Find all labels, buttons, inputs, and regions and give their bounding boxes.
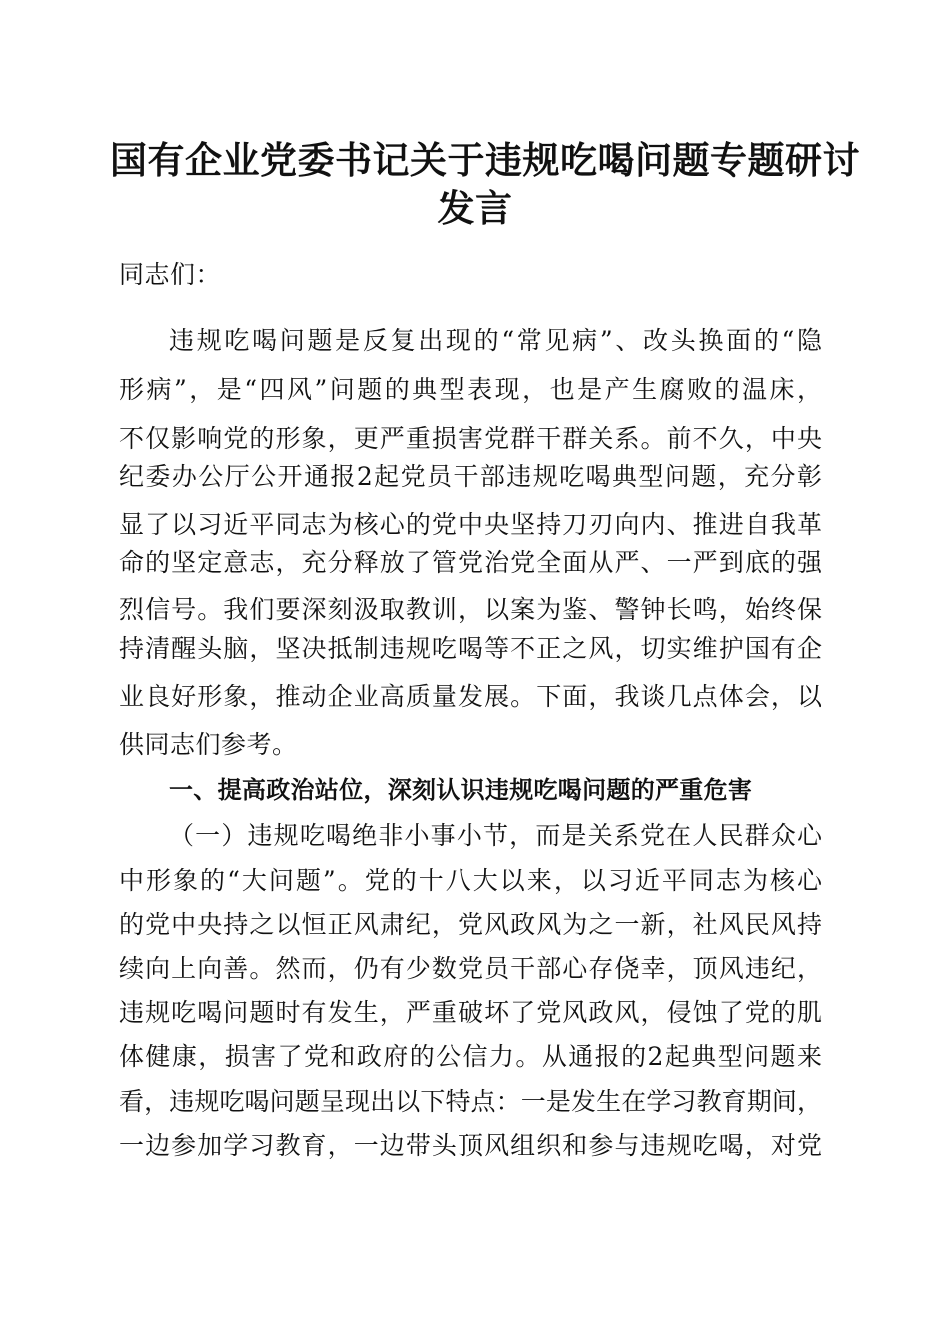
- paragraph-1-line: 违规吃喝问题是反复出现的“常见病”、改头换面的“隐: [169, 326, 822, 355]
- salutation: 同志们：: [119, 260, 222, 289]
- document-title-line-1: 国有企业党委书记关于违规吃喝问题专题研讨: [110, 138, 860, 182]
- document-title-line-2: 发言: [437, 186, 513, 230]
- paragraph-1-line: 业良好形象，推动企业高质量发展。下面，我谈几点体会，以: [119, 682, 822, 711]
- paragraph-2-line: 的党中央持之以恒正风肃纪，党风政风为之一新，社风民风持: [119, 910, 822, 939]
- paragraph-1-line: 持清醒头脑，坚决抵制违规吃喝等不正之风，切实维护国有企: [119, 634, 822, 663]
- paragraph-1-line: 显了以习近平同志为核心的党中央坚持刀刃向内、推进自我革: [119, 510, 822, 539]
- paragraph-2-line: 看，违规吃喝问题呈现出以下特点：一是发生在学习教育期间，: [119, 1087, 822, 1116]
- section-1-heading: 一、提高政治站位，深刻认识违规吃喝问题的严重危害: [169, 776, 753, 804]
- paragraph-1-line: 命的坚定意志，充分释放了管党治党全面从严、一严到底的强: [119, 548, 822, 577]
- paragraph-1-line: 形病”，是“四风”问题的典型表现，也是产生腐败的温床，: [119, 375, 822, 404]
- paragraph-2-line: 续向上向善。然而，仍有少数党员干部心存侥幸，顶风违纪，: [119, 954, 822, 983]
- paragraph-1-line: 不仅影响党的形象，更严重损害党群干群关系。前不久，中央: [119, 424, 822, 453]
- paragraph-1-line: 供同志们参考。: [119, 730, 298, 759]
- paragraph-2-line: 一边参加学习教育，一边带头顶风组织和参与违规吃喝，对党: [119, 1131, 822, 1160]
- paragraph-1-line: 纪委办公厅公开通报2起党员干部违规吃喝典型问题，充分彰: [119, 462, 822, 491]
- paragraph-1-line: 烈信号。我们要深刻汲取教训，以案为鉴、警钟长鸣，始终保: [119, 595, 822, 624]
- paragraph-2-line: （一）违规吃喝绝非小事小节，而是关系党在人民群众心: [169, 821, 822, 850]
- paragraph-2-line: 体健康，损害了党和政府的公信力。从通报的2起典型问题来: [119, 1042, 822, 1071]
- paragraph-2-line: 中形象的“大问题”。党的十八大以来，以习近平同志为核心: [119, 866, 822, 895]
- paragraph-2-line: 违规吃喝问题时有发生，严重破坏了党风政风，侵蚀了党的肌: [119, 998, 822, 1027]
